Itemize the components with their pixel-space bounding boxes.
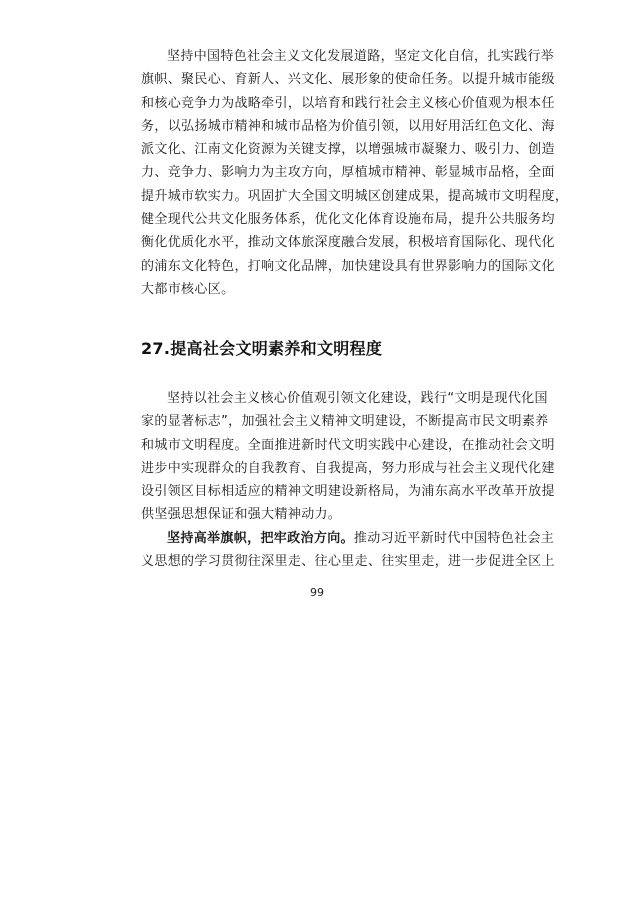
paragraph-line: 大都市核心区。 [141,281,235,297]
paragraph-line: 派文化、江南文化资源为关键支撑，以增强城市凝聚力、吸引力、创造 [141,142,555,158]
paragraph-political-direction [141,527,555,574]
page-number: 99 [310,586,324,599]
paragraph-first-line [141,527,555,550]
paragraph-line: 义思想的学习贯彻往深里走、往心里走、往实里走，进一步促进全区上 [141,554,555,570]
paragraph-line: 旗帜、聚民心、育新人、兴文化、展形象的使命任务。以提升城市能级 [141,72,555,88]
paragraph-line: 和城市文明程度。全面推进新时代文明实践中心建设，在推动社会文明 [141,437,555,453]
paragraph-line: 提升城市软实力。巩固扩大全国文明城区创建成果，提高城市文明程度， [141,188,569,204]
paragraph-line: 的浦东文化特色，打响文化品牌，加快建设具有世界影响力的国际文化 [141,258,555,274]
paragraph-line: 进步中实现群众的自我教育、自我提高，努力形成与社会主义现代化建 [141,460,555,476]
paragraph-line: 健全现代公共文化服务体系，优化文化体育设施布局，提升公共服务均 [141,212,555,228]
paragraph-line: 设引领区目标相适应的精神文明建设新格局，为浦东高水平改革开放提 [141,484,555,500]
paragraph-social-civility [141,387,555,527]
section-heading: 27.提高社会文明素养和文明程度 [141,339,383,358]
paragraph-line: 坚持以社会主义核心价值观引领文化建设，践行“文明是现代化国 [167,391,548,406]
paragraph-culture-development [141,45,569,301]
paragraph-line: 务，以弘扬城市精神和城市品格为价值引领，以用好用活红色文化、海 [141,118,555,134]
paragraph-line: 衡化优质化水平，推动文体旅深度融合发展，积极培育国际化、现代化 [141,235,555,251]
bold-lead-text: 坚持高举旗帜，把牢政治方向。 [167,531,354,546]
paragraph-line: 和核心竞争力为战略牵引，以培育和践行社会主义核心价值观为根本任 [141,95,555,111]
first-line-rest: 推动习近平新时代中国特色社会主 [353,531,555,546]
paragraph-line: 家的显著标志”，加强社会主义精神文明建设，不断提高市民文明素养 [141,414,549,430]
paragraph-line: 力、竞争力、影响力为主攻方向，厚植城市精神、彰显城市品格，全面 [141,165,555,181]
paragraph-line: 坚持中国特色社会主义文化发展道路，坚定文化自信，扎实践行举 [167,49,555,64]
paragraph-line: 供坚强思想保证和强大精神动力。 [141,507,342,523]
